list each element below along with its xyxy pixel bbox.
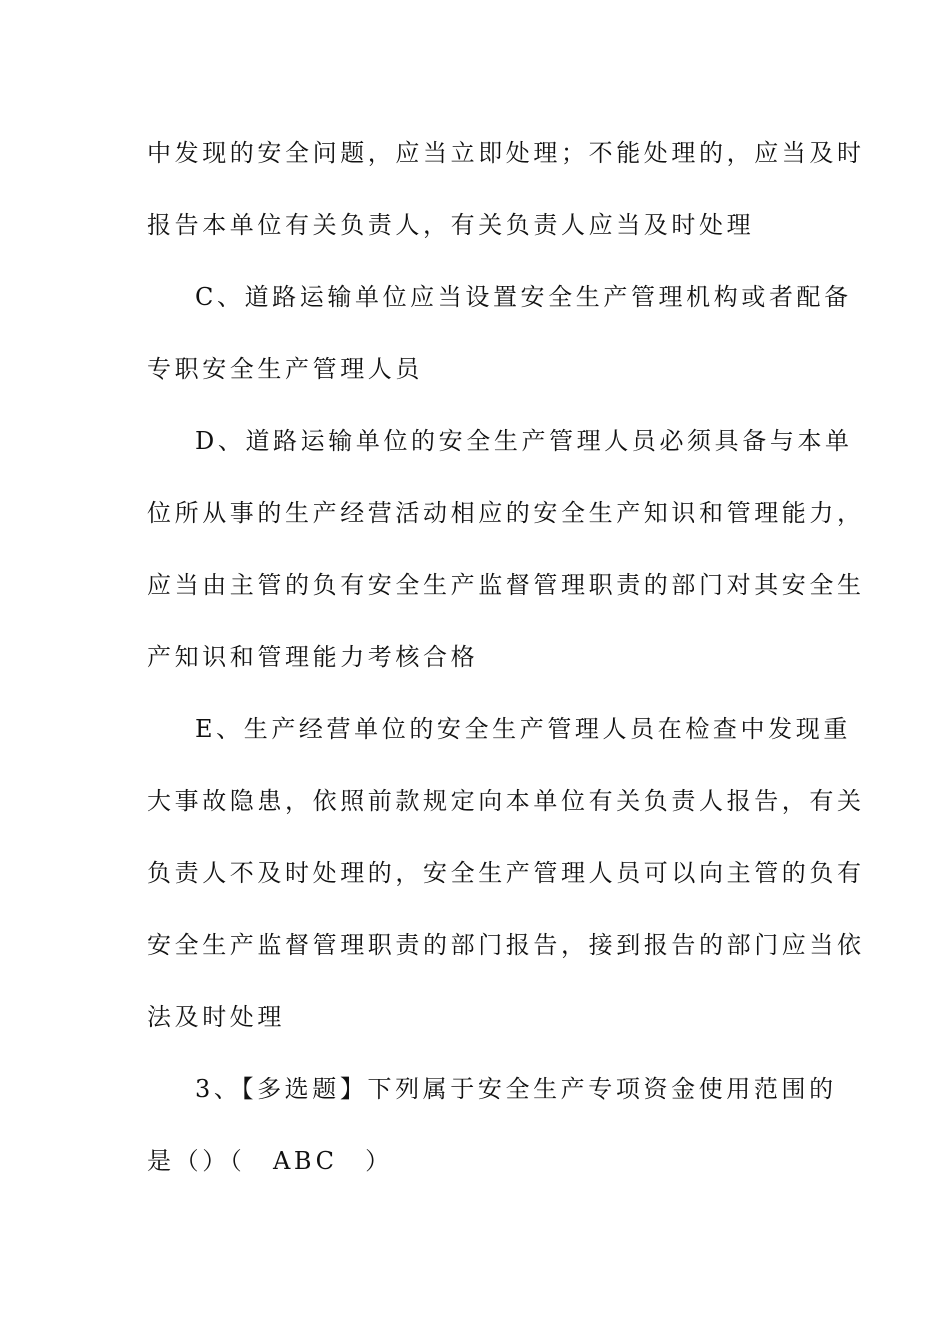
option-c-line: C、道路运输单位应当设置安全生产管理机构或者配备 [195, 283, 852, 311]
option-e-line: E、生产经营单位的安全生产管理人员在检查中发现重 [195, 715, 851, 743]
option-e-continuation: 负责人不及时处理的，安全生产管理人员可以向主管的负有 [147, 859, 865, 887]
option-d-continuation: 应当由主管的负有安全生产监督管理职责的部门对其安全生 [147, 571, 865, 599]
question-3-answer-line: 是（）（ ABC ） [147, 1147, 393, 1175]
option-d-continuation: 产知识和管理能力考核合格 [147, 643, 479, 671]
option-e-continuation: 法及时处理 [147, 1003, 285, 1031]
option-d-line: D、道路运输单位的安全生产管理人员必须具备与本单 [195, 427, 853, 455]
text-line-continuation: 报告本单位有关负责人，有关负责人应当及时处理 [147, 211, 755, 239]
option-c-continuation: 专职安全生产管理人员 [147, 355, 423, 383]
option-e-continuation: 安全生产监督管理职责的部门报告，接到报告的部门应当依 [147, 931, 865, 959]
question-3-line: 3、【多选题】下列属于安全生产专项资金使用范围的 [195, 1075, 837, 1103]
option-d-continuation: 位所从事的生产经营活动相应的安全生产知识和管理能力， [147, 499, 865, 527]
text-line-continuation: 中发现的安全问题，应当立即处理；不能处理的，应当及时 [147, 139, 865, 167]
option-e-continuation: 大事故隐患，依照前款规定向本单位有关负责人报告，有关 [147, 787, 865, 815]
